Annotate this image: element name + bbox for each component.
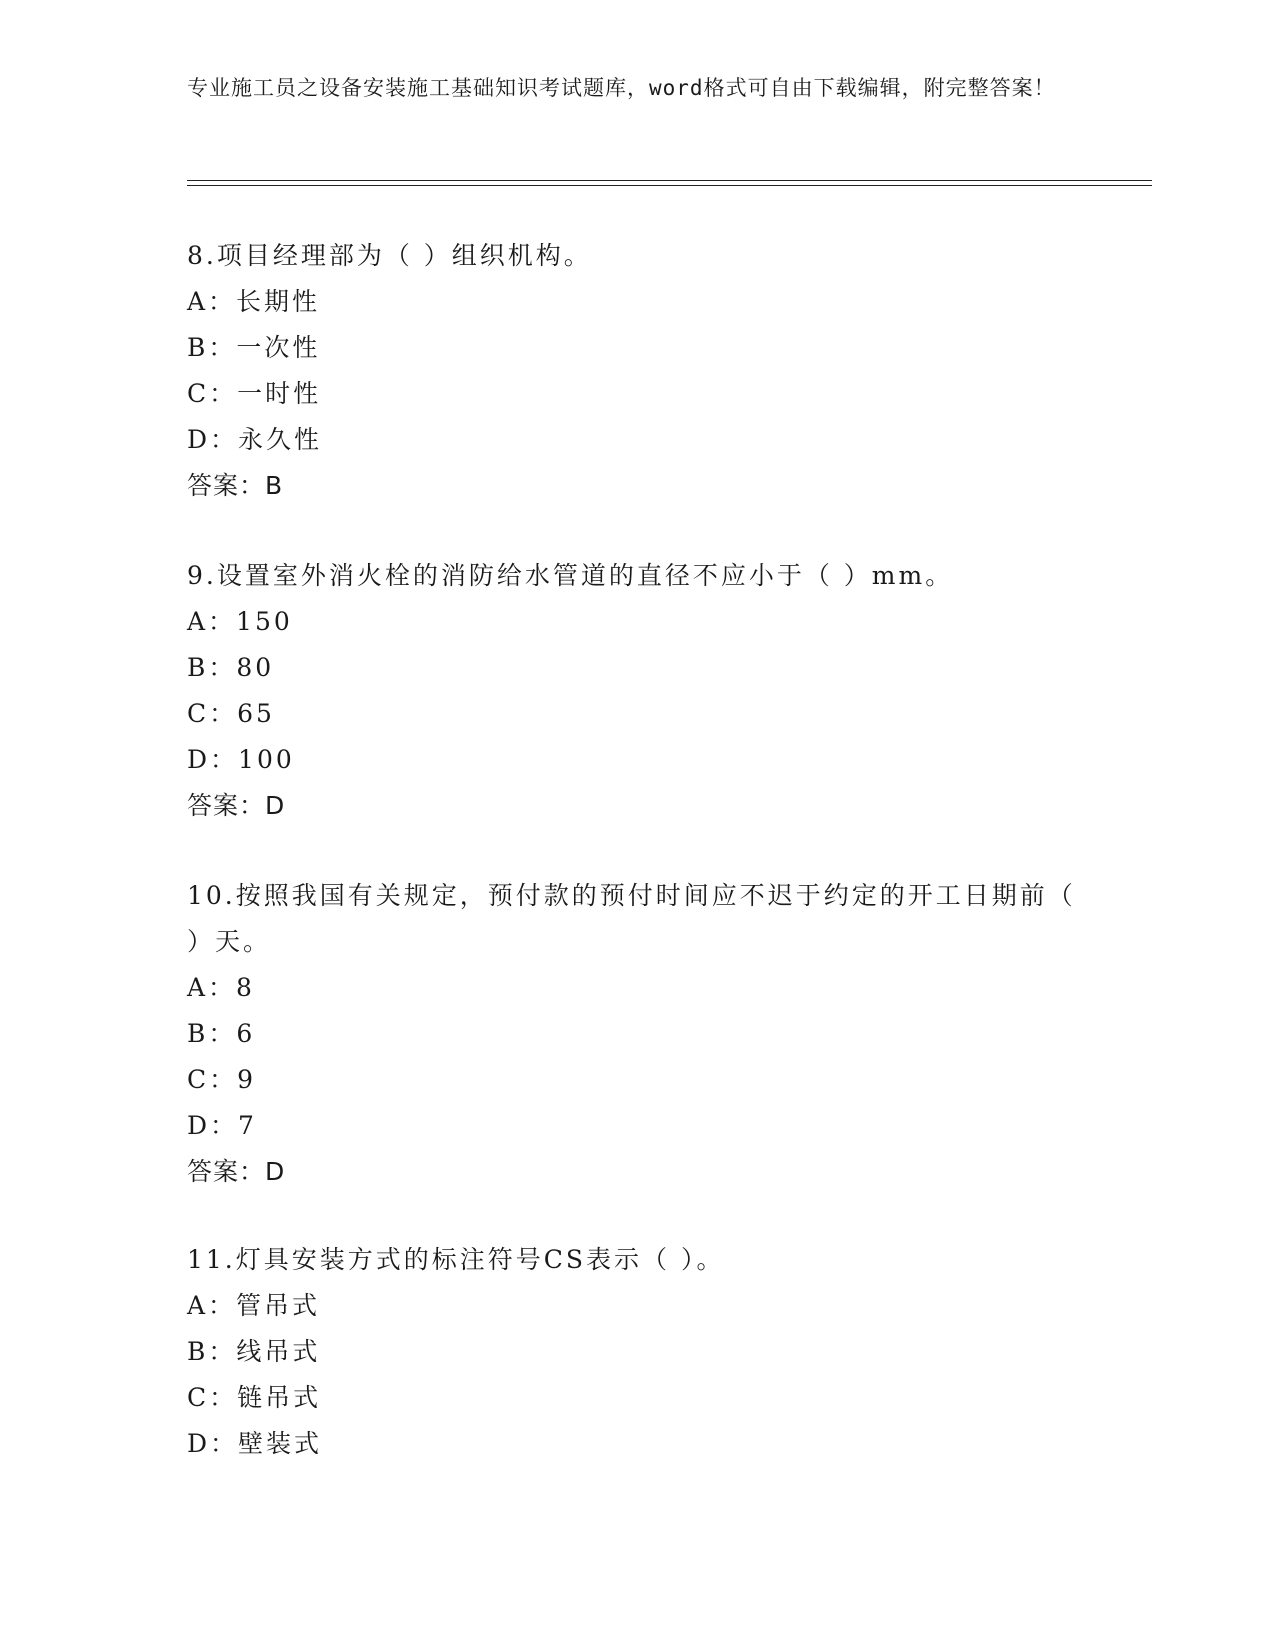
option-c: C：一时性 [187,379,322,408]
option-a: A：管吊式 [187,1291,321,1320]
option-b: B：一次性 [187,333,321,362]
option-c: C：链吊式 [187,1383,322,1412]
question-8 [187,233,1127,509]
answer: 答案：D [187,791,286,820]
option-d: D：永久性 [187,425,323,454]
header-divider-bottom [187,185,1152,186]
option-a: A：8 [187,973,255,1002]
option-d: D：壁装式 [187,1429,323,1458]
option-d: D：100 [187,745,295,774]
header-divider-top [187,180,1152,181]
answer: 答案：B [187,471,284,500]
document-header: 专业施工员之设备安装施工基础知识考试题库，word格式可自由下载编辑，附完整答案！ [187,76,1056,100]
question-11 [187,1237,1127,1467]
question-stem: 9.设置室外消火栓的消防给水管道的直径不应小于（ ）mm。 [187,561,954,590]
option-b: B：80 [187,653,275,682]
question-9 [187,553,1127,829]
option-c: C：9 [187,1065,257,1094]
option-c: C：65 [187,699,275,728]
option-d: D：7 [187,1111,257,1140]
question-10 [187,873,1127,1195]
option-a: A：长期性 [187,287,321,316]
option-b: B：6 [187,1019,256,1048]
option-b: B：线吊式 [187,1337,321,1366]
answer: 答案：D [187,1157,286,1186]
question-stem: 10.按照我国有关规定，预付款的预付时间应不迟于约定的开工日期前（ ）天。 [187,881,1076,956]
question-stem: 11.灯具安装方式的标注符号CS表示（ ）。 [187,1245,725,1274]
question-stem: 8.项目经理部为（ ）组织机构。 [187,241,592,270]
option-a: A：150 [187,607,293,636]
